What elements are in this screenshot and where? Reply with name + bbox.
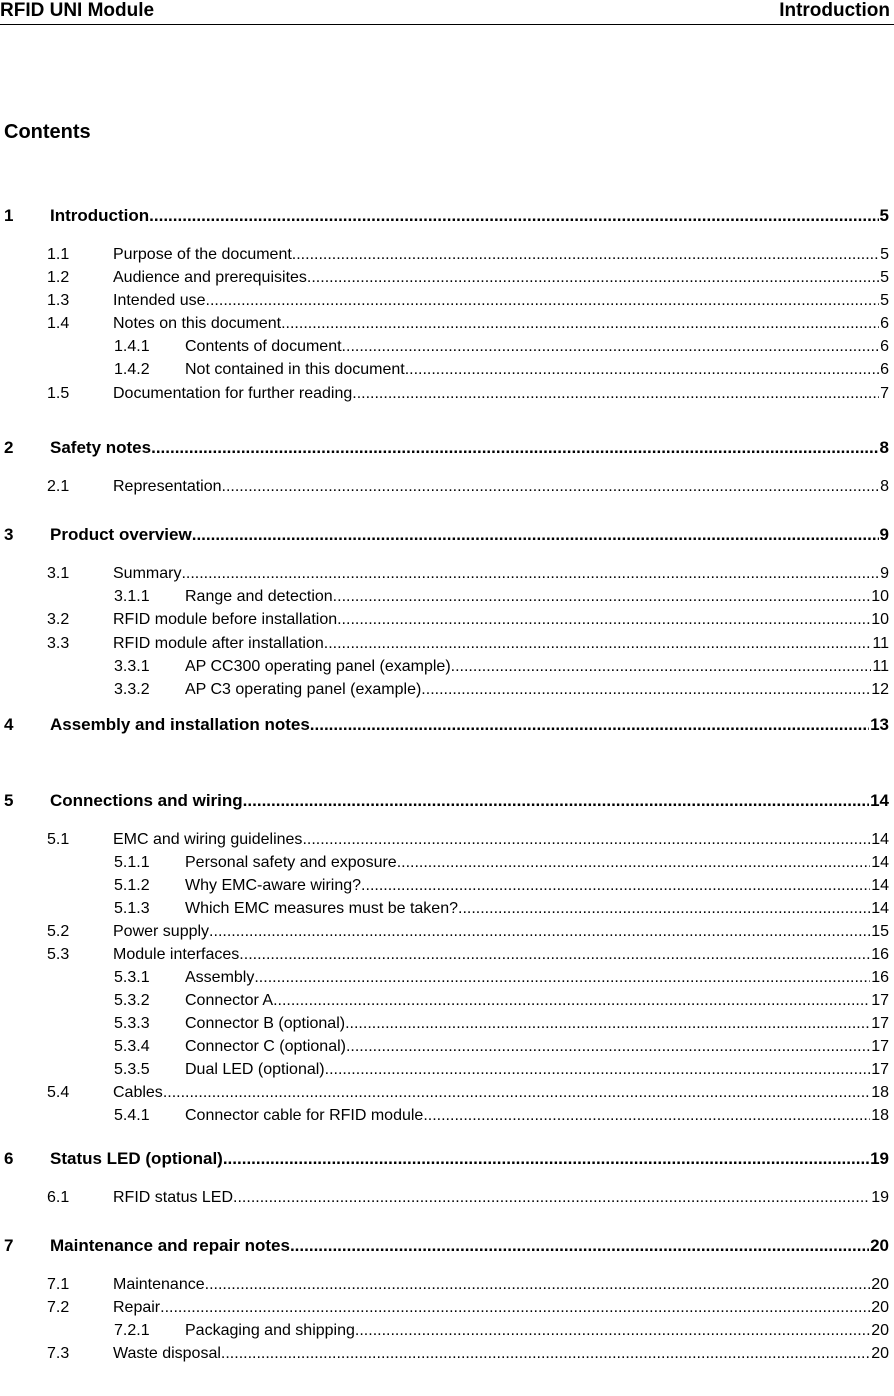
toc-dot-leader	[149, 205, 878, 227]
toc-dot-leader	[151, 437, 878, 459]
toc-entry-page: 17	[871, 992, 889, 1009]
toc-entry-number: 5.3	[47, 946, 70, 963]
toc-entry-page: 20	[871, 1299, 889, 1316]
toc-entry-title: Which EMC measures must be taken?	[185, 900, 458, 917]
toc-subsection-entry[interactable]	[0, 1060, 894, 1080]
toc-chapter-entry[interactable]	[0, 790, 894, 812]
toc-dot-leader	[209, 922, 870, 942]
toc-entry-title: RFID module after installation	[113, 635, 324, 652]
toc-entry-page: 14	[871, 900, 889, 917]
toc-dot-leader	[222, 477, 880, 497]
toc-entry-title: Repair	[113, 1299, 161, 1316]
toc-section-entry[interactable]	[0, 1188, 894, 1208]
toc-entry-page: 18	[871, 1107, 889, 1124]
toc-entry-page: 14	[871, 831, 889, 848]
toc-entry-number: 6	[4, 1149, 14, 1168]
toc-entry-number: 5.2	[47, 923, 70, 940]
toc-chapter-entry[interactable]	[0, 714, 894, 736]
toc-entry-number: 2	[4, 438, 14, 457]
toc-entry-title: Safety notes	[50, 438, 152, 457]
toc-entry-title: Connector C (optional)	[185, 1038, 346, 1055]
toc-dot-leader	[345, 1014, 870, 1034]
toc-entry-title: Connector cable for RFID module	[185, 1107, 424, 1124]
toc-entry-page: 9	[880, 565, 889, 582]
toc-entry-page: 14	[871, 854, 889, 871]
toc-chapter-entry[interactable]	[0, 1235, 894, 1257]
toc-dot-leader	[397, 853, 871, 873]
toc-entry-title: Assembly	[185, 969, 255, 986]
toc-section-entry[interactable]	[0, 564, 894, 584]
toc-entry-title: Connector B (optional)	[185, 1015, 346, 1032]
toc-entry-page: 16	[871, 969, 889, 986]
toc-entry-title: Documentation for further reading	[113, 385, 353, 402]
toc-dot-leader	[160, 1298, 870, 1318]
toc-dot-leader	[423, 1106, 870, 1126]
toc-entry-number: 7.3	[47, 1345, 70, 1362]
toc-entry-page: 20	[871, 1322, 889, 1339]
toc-entry-page: 5	[880, 269, 889, 286]
toc-entry-page: 15	[871, 923, 889, 940]
page-title: Contents	[4, 121, 91, 143]
toc-dot-leader	[307, 268, 879, 288]
toc-subsection-entry[interactable]	[0, 968, 894, 988]
toc-entry-title: Cables	[113, 1084, 163, 1101]
toc-subsection-entry[interactable]	[0, 657, 894, 677]
toc-dot-leader	[192, 524, 879, 546]
toc-entry-page: 6	[880, 338, 889, 355]
toc-chapter-entry[interactable]	[0, 437, 894, 459]
toc-dot-leader	[325, 1060, 871, 1080]
toc-dot-leader	[205, 1275, 871, 1295]
toc-entry-title: Dual LED (optional)	[185, 1061, 325, 1078]
toc-entry-title: Personal safety and exposure	[185, 854, 397, 871]
toc-entry-page: 16	[871, 946, 889, 963]
toc-entry-page: 8	[879, 438, 889, 457]
toc-entry-title: Product overview	[50, 525, 192, 544]
toc-dot-leader	[302, 830, 870, 850]
toc-entry-title: Power supply	[113, 923, 210, 940]
toc-dot-leader	[290, 1235, 869, 1257]
toc-subsection-entry[interactable]	[0, 899, 894, 919]
toc-dot-leader	[254, 968, 870, 988]
toc-entry-title: Representation	[113, 478, 222, 495]
toc-entry-title: Audience and prerequisites	[113, 269, 307, 286]
toc-section-entry[interactable]	[0, 291, 894, 311]
toc-dot-leader	[223, 1148, 869, 1170]
toc-entry-page: 17	[871, 1038, 889, 1055]
toc-section-entry[interactable]	[0, 245, 894, 265]
toc-entry-title: Connector A	[185, 992, 274, 1009]
toc-dot-leader	[221, 1344, 870, 1364]
toc-entry-number: 5.3.3	[114, 1015, 150, 1032]
toc-section-entry[interactable]	[0, 1344, 894, 1364]
toc-dot-leader	[206, 291, 880, 311]
toc-dot-leader	[361, 876, 870, 896]
toc-entry-title: Contents of document	[185, 338, 342, 355]
toc-dot-leader	[352, 384, 879, 404]
toc-entry-number: 5.4	[47, 1084, 70, 1101]
toc-entry-number: 1.4.1	[114, 338, 150, 355]
toc-entry-number: 4	[4, 715, 14, 734]
toc-dot-leader	[292, 245, 879, 265]
toc-entry-title: Purpose of the document	[113, 246, 292, 263]
toc-entry-page: 6	[880, 361, 889, 378]
toc-entry-number: 1.3	[47, 292, 70, 309]
toc-entry-title: Not contained in this document	[185, 361, 405, 378]
toc-entry-number: 7	[4, 1236, 14, 1255]
toc-entry-number: 2.1	[47, 478, 70, 495]
toc-entry-number: 3	[4, 525, 14, 544]
toc-entry-page: 14	[871, 877, 889, 894]
toc-dot-leader	[405, 360, 879, 380]
toc-subsection-entry[interactable]	[0, 876, 894, 896]
toc-dot-leader	[346, 1037, 870, 1057]
toc-dot-leader	[233, 1188, 870, 1208]
toc-entry-number: 3.1	[47, 565, 70, 582]
toc-entry-page: 10	[871, 611, 889, 628]
toc-entry-title: Status LED (optional)	[50, 1149, 223, 1168]
toc-entry-page: 18	[871, 1084, 889, 1101]
toc-entry-title: Maintenance and repair notes	[50, 1236, 290, 1255]
toc-entry-page: 8	[880, 478, 889, 495]
toc-dot-leader	[310, 714, 869, 736]
toc-subsection-entry[interactable]	[0, 360, 894, 380]
toc-section-entry[interactable]	[0, 314, 894, 334]
toc-section-entry[interactable]	[0, 830, 894, 850]
toc-entry-title: Introduction	[50, 206, 150, 225]
toc-entry-number: 5.4.1	[114, 1107, 150, 1124]
toc-entry-title: Notes on this document	[113, 315, 282, 332]
toc-entry-number: 3.3.1	[114, 658, 150, 675]
toc-subsection-entry[interactable]	[0, 853, 894, 873]
toc-dot-leader	[355, 1321, 870, 1341]
toc-entry-number: 3.1.1	[114, 588, 150, 605]
toc-entry-title: AP C3 operating panel (example)	[185, 681, 422, 698]
toc-entry-page: 20	[871, 1276, 889, 1293]
toc-entry-number: 5.1.1	[114, 854, 150, 871]
toc-entry-page: 20	[871, 1345, 889, 1362]
toc-entry-title: Waste disposal	[113, 1345, 221, 1362]
toc-entry-number: 1.5	[47, 385, 70, 402]
toc-entry-page: 17	[871, 1061, 889, 1078]
toc-entry-number: 5.1	[47, 831, 70, 848]
toc-subsection-entry[interactable]	[0, 1014, 894, 1034]
toc-subsection-entry[interactable]	[0, 587, 894, 607]
toc-entry-page: 10	[871, 588, 889, 605]
toc-dot-leader	[458, 899, 870, 919]
toc-dot-leader	[337, 610, 870, 630]
page-header	[0, 0, 894, 25]
toc-entry-number: 3.3	[47, 635, 70, 652]
toc-entry-page: 20	[870, 1236, 889, 1255]
toc-section-entry[interactable]	[0, 384, 894, 404]
toc-entry-number: 1.4.2	[114, 361, 150, 378]
toc-entry-number: 1.2	[47, 269, 70, 286]
toc-entry-page: 19	[871, 1189, 889, 1206]
toc-entry-page: 17	[871, 1015, 889, 1032]
toc-entry-title: RFID status LED	[113, 1189, 234, 1206]
toc-subsection-entry[interactable]	[0, 337, 894, 357]
toc-entry-number: 7.1	[47, 1276, 70, 1293]
toc-entry-page: 9	[879, 525, 889, 544]
toc-section-entry[interactable]	[0, 1298, 894, 1318]
toc-entry-page: 19	[870, 1149, 889, 1168]
toc-section-entry[interactable]	[0, 945, 894, 965]
toc-entry-page: 5	[880, 292, 889, 309]
toc-entry-title: Range and detection	[185, 588, 333, 605]
toc-entry-page: 13	[870, 715, 889, 734]
toc-entry-title: Connections and wiring	[50, 791, 243, 810]
toc-entry-page: 11	[872, 658, 889, 675]
toc-entry-title: Why EMC-aware wiring?	[185, 877, 362, 894]
toc-entry-title: Intended use	[113, 292, 206, 309]
toc-entry-title: Module interfaces	[113, 946, 240, 963]
toc-dot-leader	[333, 587, 871, 607]
toc-chapter-entry[interactable]	[0, 1148, 894, 1170]
toc-entry-title: EMC and wiring guidelines	[113, 831, 303, 848]
toc-dot-leader	[281, 314, 879, 334]
toc-entry-number: 3.2	[47, 611, 70, 628]
header-document-title: RFID UNI Module	[0, 0, 155, 21]
toc-section-entry[interactable]	[0, 610, 894, 630]
toc-section-entry[interactable]	[0, 1083, 894, 1103]
toc-entry-number: 1.1	[47, 246, 70, 263]
toc-entry-number: 5.1.3	[114, 900, 150, 917]
toc-subsection-entry[interactable]	[0, 1321, 894, 1341]
toc-section-entry[interactable]	[0, 634, 894, 654]
toc-subsection-entry[interactable]	[0, 1106, 894, 1126]
toc-section-entry[interactable]	[0, 922, 894, 942]
header-section-title: Introduction	[779, 0, 890, 21]
toc-dot-leader	[163, 1083, 870, 1103]
toc-entry-number: 1	[4, 206, 14, 225]
toc-entry-number: 1.4	[47, 315, 70, 332]
toc-entry-title: Assembly and installation notes	[50, 715, 310, 734]
toc-entry-title: Summary	[113, 565, 182, 582]
toc-entry-page: 6	[880, 315, 889, 332]
toc-entry-page: 5	[879, 206, 889, 225]
toc-entry-number: 3.3.2	[114, 681, 150, 698]
toc-entry-number: 7.2	[47, 1299, 70, 1316]
toc-entry-page: 14	[870, 791, 889, 810]
toc-dot-leader	[239, 945, 870, 965]
toc-section-entry[interactable]	[0, 268, 894, 288]
toc-subsection-entry[interactable]	[0, 1037, 894, 1057]
toc-entry-number: 6.1	[47, 1189, 70, 1206]
toc-dot-leader	[451, 657, 872, 677]
toc-dot-leader	[421, 680, 870, 700]
toc-dot-leader	[243, 790, 869, 812]
toc-section-entry[interactable]	[0, 477, 894, 497]
toc-dot-leader	[324, 634, 872, 654]
toc-entry-number: 7.2.1	[114, 1322, 150, 1339]
toc-entry-title: Maintenance	[113, 1276, 205, 1293]
toc-entry-number: 5.3.4	[114, 1038, 150, 1055]
toc-dot-leader	[342, 337, 880, 357]
toc-dot-leader	[181, 564, 879, 584]
toc-entry-title: AP CC300 operating panel (example)	[185, 658, 451, 675]
toc-chapter-entry[interactable]	[0, 205, 894, 227]
toc-subsection-entry[interactable]	[0, 680, 894, 700]
toc-dot-leader	[273, 991, 870, 1011]
toc-entry-title: RFID module before installation	[113, 611, 338, 628]
toc-entry-page: 7	[880, 385, 889, 402]
toc-subsection-entry[interactable]	[0, 991, 894, 1011]
toc-entry-number: 5.3.2	[114, 992, 150, 1009]
toc-entry-page: 12	[871, 681, 889, 698]
toc-entry-number: 5.3.1	[114, 969, 150, 986]
toc-section-entry[interactable]	[0, 1275, 894, 1295]
toc-entry-number: 5	[4, 791, 14, 810]
toc-entry-title: Packaging and shipping	[185, 1322, 355, 1339]
toc-entry-number: 5.1.2	[114, 877, 150, 894]
toc-entry-number: 5.3.5	[114, 1061, 150, 1078]
toc-chapter-entry[interactable]	[0, 524, 894, 546]
toc-entry-page: 5	[880, 246, 889, 263]
toc-entry-page: 11	[872, 635, 889, 652]
